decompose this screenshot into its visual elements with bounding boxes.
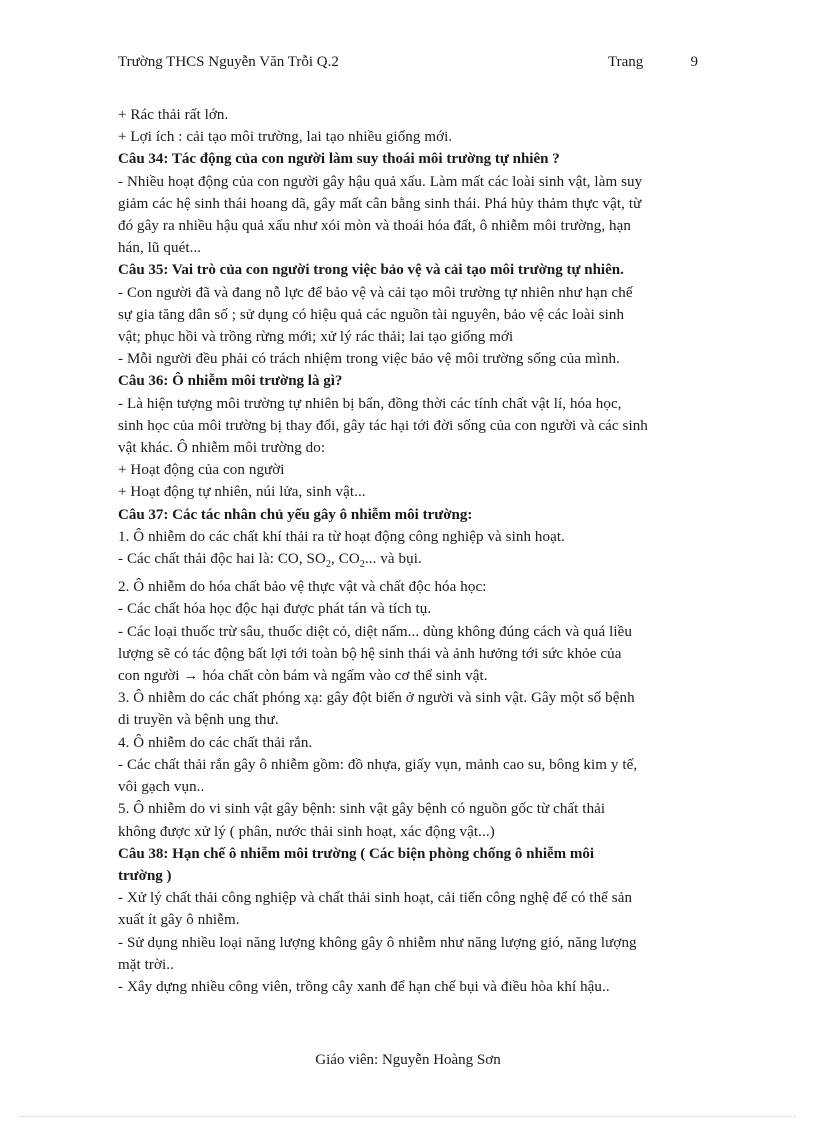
text-line: - Các chất hóa học độc hại được phát tán và tích tụ. bbox=[118, 601, 432, 618]
text-line: - Xử lý chất thải công nghiệp và chất thải sinh hoạt, cải tiến công nghệ để có thể sản bbox=[118, 890, 633, 907]
text-line: di truyền và bệnh ung thư. bbox=[118, 712, 279, 729]
text-line: - Các loại thuốc trừ sâu, thuốc diệt cỏ, diệt nấm... dùng không đúng cách và quá liều bbox=[118, 623, 632, 640]
question-heading-35: Câu 35: Vai trò của con người trong việc bảo vệ và cải tạo môi trường tự nhiên. bbox=[118, 262, 624, 279]
text-line: - Con người đã và đang nỗ lực để bảo vệ và cải tạo môi trường tự nhiên như hạn chế bbox=[118, 284, 633, 301]
question-heading-37: Câu 37: Các tác nhân chủ yếu gây ô nhiễm môi trường: bbox=[118, 506, 473, 523]
text-line: đó gây ra nhiều hậu quả xấu như xói mòn và thoái hóa đất, ô nhiễm môi trường, hạn bbox=[118, 218, 632, 235]
text-line: vôi gạch vụn.. bbox=[118, 779, 205, 796]
text-line: 4. Ô nhiễm do các chất thải rắn. bbox=[118, 734, 313, 751]
text-line: - Mỗi người đều phải có trách nhiệm trong việc bảo vệ môi trường sống của mình. bbox=[118, 351, 620, 368]
text-line: sinh học của môi trường bị thay đổi, gây tác hại tới đời sống của con người và các sinh bbox=[118, 417, 648, 434]
text-line: 1. Ô nhiễm do các chất khí thải ra từ hoạt động công nghiệp và sinh hoạt. bbox=[118, 528, 565, 545]
text-line: - Nhiều hoạt động của con người gây hậu quả xấu. Làm mất các loài sinh vật, làm suy bbox=[118, 173, 643, 190]
text-line: 2. Ô nhiễm do hóa chất bảo vệ thực vật và chất độc hóa học: bbox=[118, 579, 487, 596]
text-line: lượng sẽ có tác động bất lợi tới toàn bộ hệ sinh thái và ảnh hưởng tới sức khỏe của bbox=[118, 645, 622, 662]
question-heading-36: Câu 36: Ô nhiễm môi trường là gì? bbox=[118, 373, 343, 390]
page-header bbox=[118, 54, 698, 76]
question-heading-38-cont: trường ) bbox=[118, 867, 172, 884]
document-body bbox=[118, 104, 698, 998]
text-line: con người → hóa chất còn bám và ngấm vào cơ thể sinh vật. bbox=[118, 668, 488, 685]
text-line: 5. Ô nhiễm do vi sinh vật gây bệnh: sinh vật gây bệnh có nguồn gốc từ chất thải bbox=[118, 801, 606, 818]
text-line: - Sử dụng nhiều loại năng lượng không gây ô nhiễm như năng lượng gió, năng lượng bbox=[118, 934, 637, 951]
text-line: 3. Ô nhiễm do các chất phóng xạ: gây đột biến ở người và sinh vật. Gây một số bệnh bbox=[118, 690, 635, 707]
text-line-pollutants bbox=[118, 548, 698, 576]
page-label: Trang bbox=[608, 54, 644, 70]
text-line: giảm các hệ sinh thái hoang dã, gây mất cân bằng sinh thái. Phá hủy thảm thực vật, từ bbox=[118, 195, 642, 212]
text-line: + Hoạt động của con người bbox=[118, 462, 285, 479]
subscript: 2 bbox=[359, 559, 365, 571]
text-line: mặt trời.. bbox=[118, 956, 175, 973]
text-line: vật; phục hồi và trồng rừng mới; xử lý rác thải; lai tạo giống mới bbox=[118, 329, 514, 346]
school-name: Trường THCS Nguyễn Văn Trỗi Q.2 bbox=[118, 54, 339, 70]
text-line: - Xây dựng nhiều công viên, trồng cây xanh để hạn chế bụi và điều hòa khí hậu.. bbox=[118, 978, 610, 995]
text-segment: ... và bụi. bbox=[364, 551, 422, 568]
page-number: 9 bbox=[690, 54, 698, 70]
text-line: - Các chất thải rắn gây ô nhiễm gồm: đồ nhựa, giấy vụn, mảnh cao su, bông kim y tế, bbox=[118, 756, 638, 773]
question-heading-38: Câu 38: Hạn chế ô nhiễm môi trường ( Các biện phòng chống ô nhiễm môi bbox=[118, 845, 595, 862]
text-segment: , CO bbox=[331, 551, 360, 568]
text-line: không được xử lý ( phân, nước thải sinh hoạt, xác động vật...) bbox=[118, 823, 495, 840]
text-line: sự gia tăng dân số ; sử dụng có hiệu quả các nguồn tài nguyên, bảo vệ các loài sinh bbox=[118, 306, 625, 323]
text-line: xuất ít gây ô nhiễm. bbox=[118, 912, 240, 929]
text-line: vật khác. Ô nhiễm môi trường do: bbox=[118, 440, 326, 457]
page-bottom-divider bbox=[20, 1116, 796, 1117]
text-line: hán, lũ quét... bbox=[118, 240, 202, 257]
subscript: 2 bbox=[325, 559, 332, 571]
question-heading-34: Câu 34: Tác động của con người làm suy thoái môi trường tự nhiên ? bbox=[118, 151, 560, 168]
text-line: + Lợi ích : cải tạo môi trường, lai tạo nhiều giống mới. bbox=[118, 129, 453, 146]
text-line: + Hoạt động tự nhiên, núi lửa, sinh vật... bbox=[118, 484, 366, 501]
text-segment: - Các chất thải độc hai là: CO, SO bbox=[118, 551, 326, 568]
text-line: + Rác thải rất lớn. bbox=[118, 107, 229, 123]
page-footer: Giáo viên: Nguyễn Hoàng Sơn bbox=[315, 1052, 501, 1068]
text-line: - Là hiện tượng môi trường tự nhiên bị bẩn, đồng thời các tính chất vật lí, hóa học, bbox=[118, 395, 622, 412]
